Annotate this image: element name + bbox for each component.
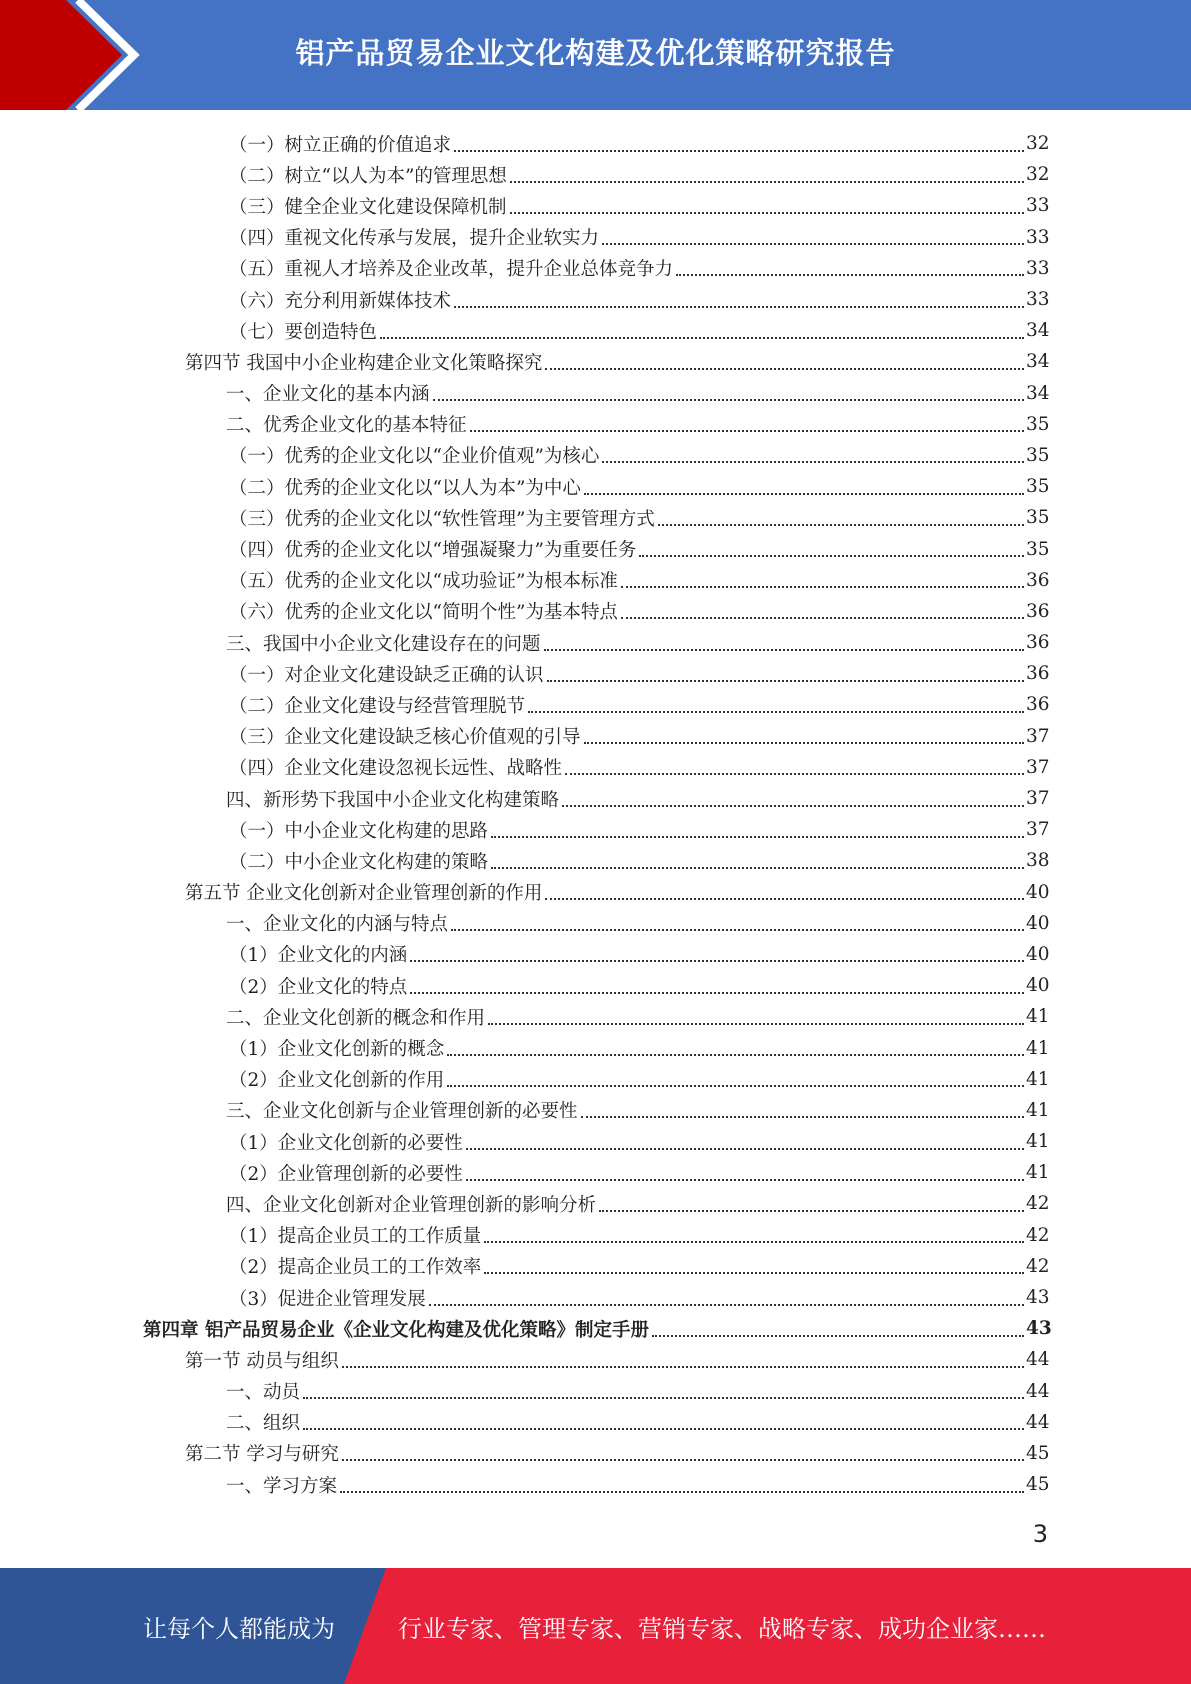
toc-entry-title: （三）健全企业文化建设保障机制	[229, 196, 507, 218]
toc-entry-title: （2）企业文化创新的作用	[229, 1070, 445, 1092]
toc-dot-leader	[581, 1116, 1024, 1118]
toc-dot-leader	[562, 805, 1024, 807]
toc-dot-leader	[621, 586, 1024, 588]
toc-entry-title: 第五节 企业文化创新对企业管理创新的作用	[185, 883, 543, 905]
toc-entry-title: （六）充分利用新媒体技术	[229, 290, 452, 312]
toc-entry-page: 35	[1026, 507, 1050, 529]
toc-entry-page: 37	[1026, 788, 1050, 810]
toc-entry[interactable]	[0, 1282, 1048, 1313]
toc-dot-leader	[454, 306, 1024, 308]
toc-entry-title: （二）优秀的企业文化以“以人为本”为中心	[229, 477, 581, 499]
toc-entry-page: 36	[1026, 600, 1050, 622]
toc-entry-title: 三、企业文化创新与企业管理创新的必要性	[226, 1101, 578, 1123]
toc-entry-page: 40	[1026, 975, 1050, 997]
toc-entry-page: 35	[1026, 413, 1050, 435]
toc-entry-title: 一、学习方案	[226, 1475, 338, 1497]
toc-entry-title: （一）对企业文化建设缺乏正确的认识	[229, 664, 544, 686]
toc-entry-page: 41	[1026, 1162, 1050, 1184]
toc-dot-leader	[565, 773, 1024, 775]
toc-entry[interactable]	[0, 689, 1048, 720]
toc-entry-page: 34	[1026, 351, 1050, 373]
toc-dot-leader	[484, 1272, 1024, 1274]
toc-entry[interactable]	[0, 721, 1048, 752]
toc-dot-leader	[547, 680, 1024, 682]
toc-entry-page: 42	[1026, 1193, 1050, 1215]
toc-entry[interactable]	[0, 908, 1048, 939]
toc-entry[interactable]	[0, 1126, 1048, 1157]
toc-dot-leader	[510, 212, 1024, 214]
toc-entry-page: 44	[1026, 1411, 1050, 1433]
toc-dot-leader	[342, 1366, 1024, 1368]
toc-entry-page: 35	[1026, 538, 1050, 560]
toc-dot-leader	[433, 399, 1024, 401]
toc-entry-title: （七）要创造特色	[229, 321, 378, 343]
toc-entry-title: （2）企业管理创新的必要性	[229, 1163, 463, 1185]
toc-entry-title: 二、企业文化创新的概念和作用	[226, 1007, 486, 1029]
toc-entry[interactable]	[0, 1001, 1048, 1032]
toc-dot-leader	[380, 337, 1024, 339]
toc-entry-page: 36	[1026, 569, 1050, 591]
toc-dot-leader	[340, 1491, 1024, 1493]
toc-entry-title: 一、企业文化的内涵与特点	[226, 914, 449, 936]
toc-dot-leader	[447, 1054, 1024, 1056]
toc-entry-title: （1）企业文化创新的概念	[229, 1039, 445, 1061]
toc-dot-leader	[544, 649, 1024, 651]
toc-entry[interactable]	[0, 752, 1048, 783]
toc-entry-page: 45	[1026, 1442, 1050, 1464]
toc-entry-page: 33	[1026, 289, 1050, 311]
toc-entry-page: 36	[1026, 663, 1050, 685]
toc-entry-title: （1）企业文化的内涵	[229, 945, 408, 967]
toc-dot-leader	[658, 524, 1024, 526]
toc-entry-page: 36	[1026, 694, 1050, 716]
toc-dot-leader	[470, 430, 1024, 432]
toc-dot-leader	[545, 898, 1024, 900]
toc-entry-title: （二）树立“以人为本”的管理思想	[229, 165, 507, 187]
toc-entry-page: 44	[1026, 1380, 1050, 1402]
table-of-contents	[0, 128, 1191, 1500]
toc-dot-leader	[652, 1335, 1024, 1337]
toc-dot-leader	[488, 1023, 1024, 1025]
toc-entry-page: 37	[1026, 819, 1050, 841]
toc-entry[interactable]	[0, 596, 1048, 627]
toc-entry[interactable]	[0, 190, 1048, 221]
toc-dot-leader	[491, 867, 1024, 869]
toc-entry[interactable]	[0, 378, 1048, 409]
toc-entry-page: 44	[1026, 1349, 1050, 1371]
toc-entry-page: 41	[1026, 1068, 1050, 1090]
toc-entry[interactable]	[0, 658, 1048, 689]
toc-entry-page: 40	[1026, 943, 1050, 965]
toc-entry[interactable]	[0, 1032, 1048, 1063]
toc-entry-page: 32	[1026, 164, 1050, 186]
toc-entry-title: （三）企业文化建设缺乏核心价值观的引导	[229, 727, 581, 749]
toc-dot-leader	[584, 493, 1024, 495]
toc-entry-title: （二）企业文化建设与经营管理脱节	[229, 695, 526, 717]
toc-entry[interactable]	[0, 1438, 1048, 1469]
toc-dot-leader	[510, 181, 1024, 183]
toc-entry-title: 四、新形势下我国中小企业文化构建策略	[226, 789, 560, 811]
toc-entry[interactable]	[0, 814, 1048, 845]
toc-entry-page: 41	[1026, 1099, 1050, 1121]
toc-dot-leader	[466, 1179, 1024, 1181]
toc-dot-leader	[342, 1459, 1024, 1461]
toc-entry-title: （五）重视人才培养及企业改革，提升企业总体竞争力	[229, 259, 674, 281]
toc-entry[interactable]	[0, 128, 1048, 159]
toc-entry-page: 35	[1026, 444, 1050, 466]
toc-entry[interactable]	[0, 877, 1048, 908]
toc-entry[interactable]	[0, 471, 1048, 502]
toc-entry-page: 41	[1026, 1131, 1050, 1153]
toc-entry[interactable]	[0, 1469, 1048, 1500]
toc-entry-page: 34	[1026, 382, 1050, 404]
toc-entry[interactable]	[0, 845, 1048, 876]
toc-entry[interactable]	[0, 1313, 1052, 1344]
toc-dot-leader	[447, 1085, 1024, 1087]
toc-dot-leader	[410, 992, 1024, 994]
toc-entry[interactable]	[0, 346, 1048, 377]
toc-entry-title: 第二节 学习与研究	[185, 1444, 339, 1466]
toc-dot-leader	[451, 929, 1024, 931]
toc-entry[interactable]	[0, 1064, 1048, 1095]
toc-entry-page: 43	[1026, 1287, 1050, 1309]
toc-entry[interactable]	[0, 627, 1048, 658]
toc-entry-title: （2）提高企业员工的工作效率	[229, 1257, 482, 1279]
toc-entry-page: 35	[1026, 476, 1050, 498]
toc-entry-title: （二）中小企业文化构建的策略	[229, 851, 489, 873]
toc-entry-page: 42	[1026, 1224, 1050, 1246]
toc-entry-title: （一）树立正确的价值追求	[229, 134, 452, 156]
toc-entry[interactable]	[0, 253, 1048, 284]
toc-entry-title: 二、组织	[226, 1413, 301, 1435]
toc-entry-title: （1）企业文化创新的必要性	[229, 1132, 463, 1154]
toc-entry[interactable]	[0, 440, 1048, 471]
toc-entry-title: 第一节 动员与组织	[185, 1350, 339, 1372]
toc-entry[interactable]	[0, 1220, 1048, 1251]
toc-entry[interactable]	[0, 1095, 1048, 1126]
toc-entry-title: 四、企业文化创新对企业管理创新的影响分析	[226, 1194, 597, 1216]
toc-entry-title: （四）优秀的企业文化以“增强凝聚力”为重要任务	[229, 540, 637, 562]
toc-entry[interactable]	[0, 1344, 1048, 1375]
toc-entry-page: 36	[1026, 632, 1050, 654]
toc-dot-leader	[410, 960, 1024, 962]
toc-dot-leader	[429, 1304, 1024, 1306]
toc-entry[interactable]	[0, 1251, 1048, 1282]
toc-entry-title: （2）企业文化的特点	[229, 976, 408, 998]
toc-entry-title: （3）促进企业管理发展	[229, 1288, 426, 1310]
toc-entry-title: （五）优秀的企业文化以“成功验证”为根本标准	[229, 571, 618, 593]
toc-dot-leader	[584, 742, 1024, 744]
toc-entry-title: （一）优秀的企业文化以“企业价值观”为核心	[229, 446, 600, 468]
toc-entry-title: （六）优秀的企业文化以“简明个性”为基本特点	[229, 602, 618, 624]
toc-dot-leader	[676, 274, 1024, 276]
document-title: 铝产品贸易企业文化构建及优化策略研究报告	[295, 35, 896, 70]
toc-entry-page: 40	[1026, 881, 1050, 903]
toc-dot-leader	[484, 1241, 1024, 1243]
toc-entry-page: 42	[1026, 1255, 1050, 1277]
toc-entry-page: 37	[1026, 725, 1050, 747]
toc-dot-leader	[303, 1397, 1024, 1399]
toc-dot-leader	[528, 711, 1024, 713]
toc-entry-page: 41	[1026, 1037, 1050, 1059]
toc-entry[interactable]	[0, 1157, 1048, 1188]
toc-entry-title: 一、企业文化的基本内涵	[226, 384, 430, 406]
toc-entry-page: 32	[1026, 133, 1050, 155]
toc-entry[interactable]	[0, 502, 1048, 533]
page-footer	[0, 1568, 1191, 1684]
page-header	[0, 0, 1191, 110]
toc-entry-page: 34	[1026, 320, 1050, 342]
toc-dot-leader	[491, 836, 1024, 838]
toc-entry-title: 二、优秀企业文化的基本特征	[226, 415, 467, 437]
toc-dot-leader	[602, 461, 1024, 463]
toc-entry[interactable]	[0, 1407, 1048, 1438]
toc-entry[interactable]	[0, 315, 1048, 346]
toc-entry[interactable]	[0, 222, 1048, 253]
toc-dot-leader	[639, 555, 1024, 557]
toc-entry-page: 38	[1026, 850, 1050, 872]
page-number: 3	[1032, 1520, 1048, 1548]
toc-entry-title: （三）优秀的企业文化以“软性管理”为主要管理方式	[229, 508, 655, 530]
toc-entry-page: 37	[1026, 756, 1050, 778]
toc-entry-title: 第四节 我国中小企业构建企业文化策略探究	[185, 352, 543, 374]
toc-entry[interactable]	[0, 970, 1048, 1001]
toc-entry-page: 33	[1026, 195, 1050, 217]
toc-entry-title: （四）重视文化传承与发展，提升企业软实力	[229, 228, 600, 250]
toc-entry-page: 33	[1026, 257, 1050, 279]
toc-dot-leader	[599, 1210, 1024, 1212]
toc-dot-leader	[303, 1428, 1024, 1430]
toc-entry-page: 33	[1026, 226, 1050, 248]
toc-entry-page: 43	[1026, 1318, 1052, 1340]
toc-dot-leader	[621, 617, 1024, 619]
toc-dot-leader	[454, 150, 1024, 152]
toc-entry[interactable]	[0, 533, 1048, 564]
toc-dot-leader	[466, 1148, 1024, 1150]
toc-entry-title: 三、我国中小企业文化建设存在的问题	[226, 633, 541, 655]
toc-entry-title: （四）企业文化建设忽视长远性、战略性	[229, 758, 563, 780]
toc-entry-title: 第四章 铝产品贸易企业《企业文化构建及优化策略》制定手册	[143, 1319, 649, 1341]
toc-entry-title: 一、动员	[226, 1382, 301, 1404]
footer-slogan-left: 让每个人都能成为	[143, 1614, 335, 1643]
toc-entry[interactable]	[0, 939, 1048, 970]
toc-entry-title: （一）中小企业文化构建的思路	[229, 820, 489, 842]
toc-entry[interactable]	[0, 783, 1048, 814]
toc-entry[interactable]	[0, 409, 1048, 440]
toc-entry[interactable]	[0, 1188, 1048, 1219]
toc-entry[interactable]	[0, 284, 1048, 315]
toc-entry-page: 45	[1026, 1474, 1050, 1496]
toc-dot-leader	[602, 243, 1024, 245]
toc-dot-leader	[545, 368, 1024, 370]
toc-entry-page: 40	[1026, 912, 1050, 934]
toc-entry[interactable]	[0, 159, 1048, 190]
toc-entry-title: （1）提高企业员工的工作质量	[229, 1226, 482, 1248]
toc-entry[interactable]	[0, 565, 1048, 596]
toc-entry-page: 41	[1026, 1006, 1050, 1028]
toc-entry[interactable]	[0, 1376, 1048, 1407]
footer-slogan-right: 行业专家、管理专家、营销专家、战略专家、成功企业家……	[398, 1614, 1046, 1643]
